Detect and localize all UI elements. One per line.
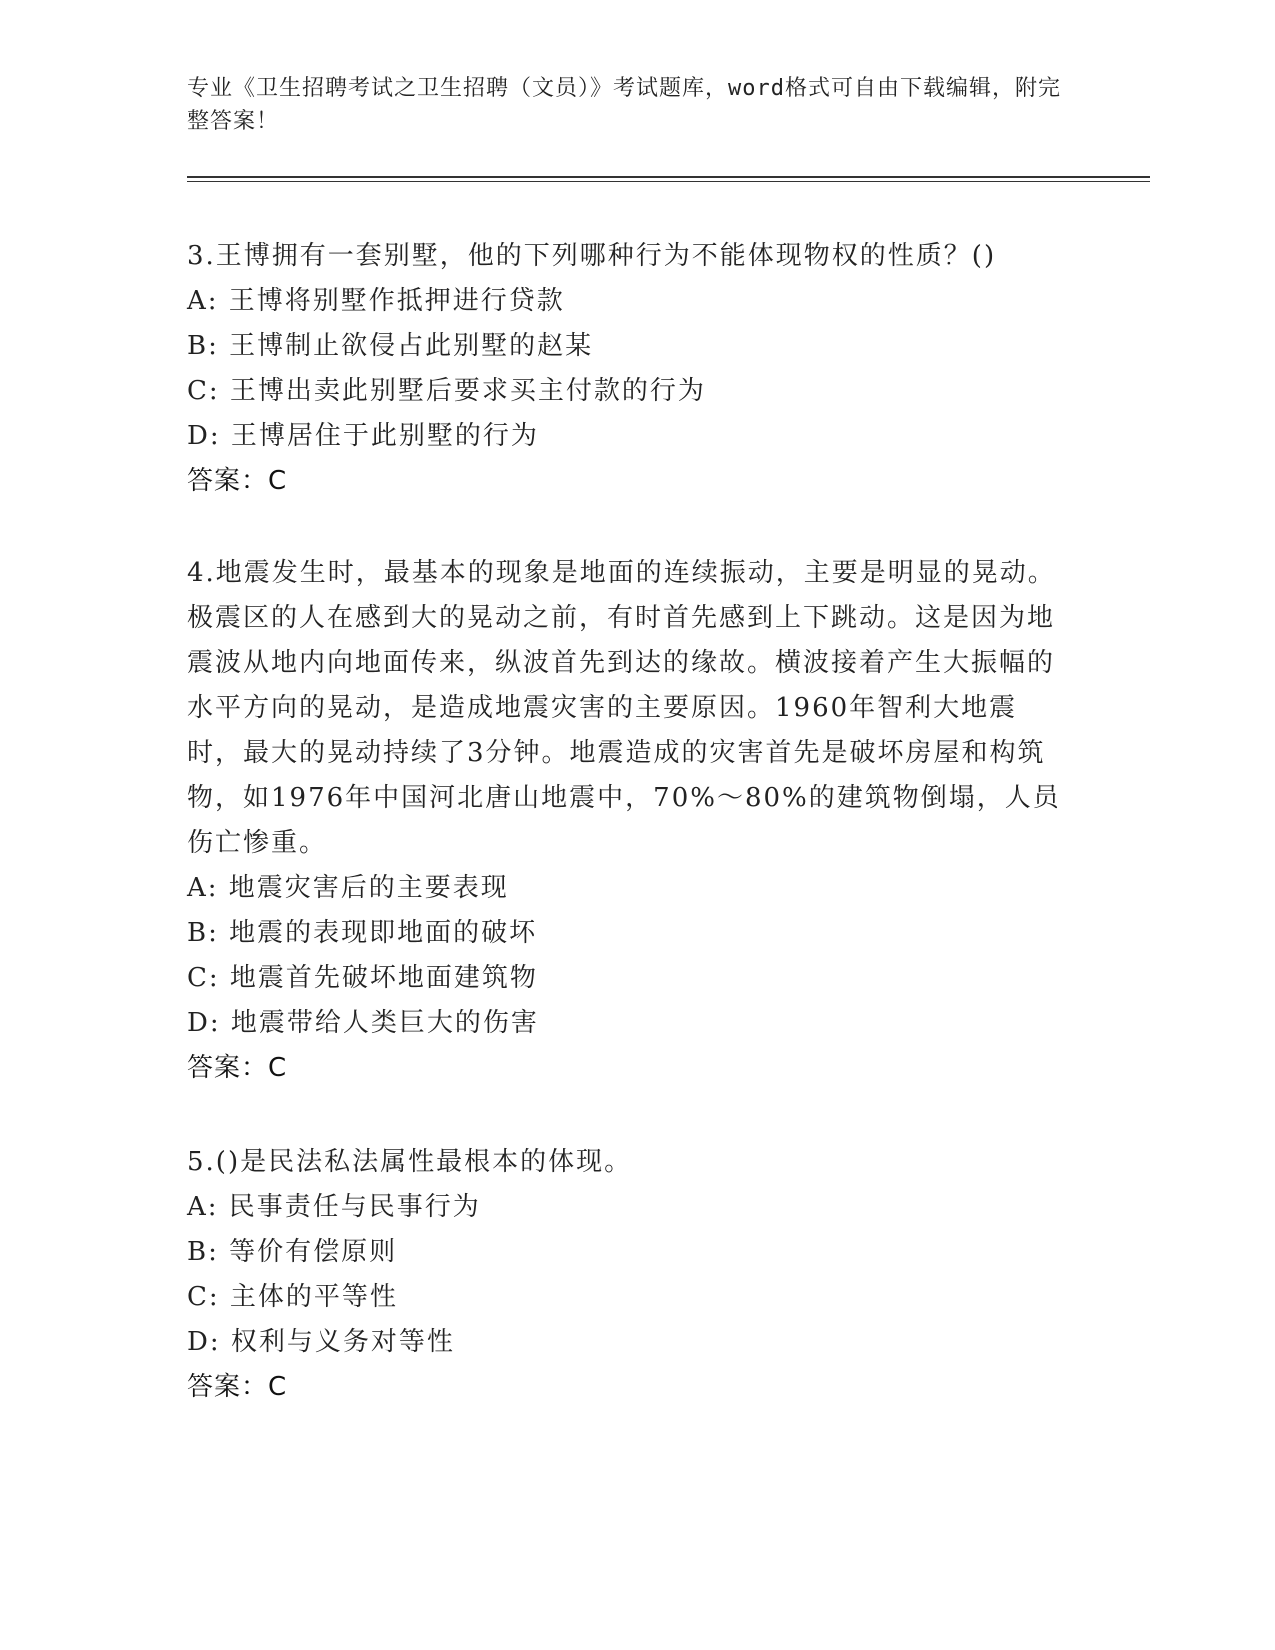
option-d: D: 权利与义务对等性 [187,1327,455,1357]
option-c: C: 地震首先破坏地面建筑物 [187,963,538,993]
question-4 [187,551,1067,1091]
question-5 [187,1140,1067,1410]
question-3 [187,234,1067,504]
option-b: B: 王博制止欲侵占此别墅的赵某 [187,331,594,361]
question-stem: 5.()是民法私法属性最根本的体现。 [187,1147,633,1177]
question-stem: 3.王博拥有一套别墅，他的下列哪种行为不能体现物权的性质？() [187,241,997,271]
option-a: A: 民事责任与民事行为 [187,1192,481,1222]
answer-text: 答案：C [187,466,288,496]
option-c: C: 主体的平等性 [187,1282,398,1312]
answer-text: 答案：C [187,1053,288,1083]
option-d: D: 地震带给人类巨大的伤害 [187,1008,539,1038]
option-a: A: 王博将别墅作抵押进行贷款 [187,286,565,316]
answer-text: 答案：C [187,1372,288,1402]
option-b: B: 等价有偿原则 [187,1237,398,1267]
header-rule-thick [187,176,1150,178]
header-description: 专业《卫生招聘考试之卫生招聘（文员）》考试题库，word格式可自由下载编辑，附完整答案！ [187,76,1061,134]
question-stem: 4.地震发生时，最基本的现象是地面的连续振动，主要是明显的晃动。极震区的人在感到大的晃动之前，有时首先感到上下跳动。这是因为地震波从地内向地面传来，纵波首先到达的缘故。横波接着产生大振幅的水平方向的晃动，是造成地震灾害的主要原因。1960年智利大地震时，最大的晃动持续了3分钟。地震造成的灾害首先是破坏房屋和构筑物，如1976年中国河北唐山地震中，70%～80%的建筑物倒塌，人员伤亡惨重。 [187,558,1061,858]
option-d: D: 王博居住于此别墅的行为 [187,421,539,451]
option-a: A: 地震灾害后的主要表现 [187,873,509,903]
option-b: B: 地震的表现即地面的破坏 [187,918,538,948]
header-rule-thin [187,181,1150,182]
option-c: C: 王博出卖此别墅后要求买主付款的行为 [187,376,706,406]
